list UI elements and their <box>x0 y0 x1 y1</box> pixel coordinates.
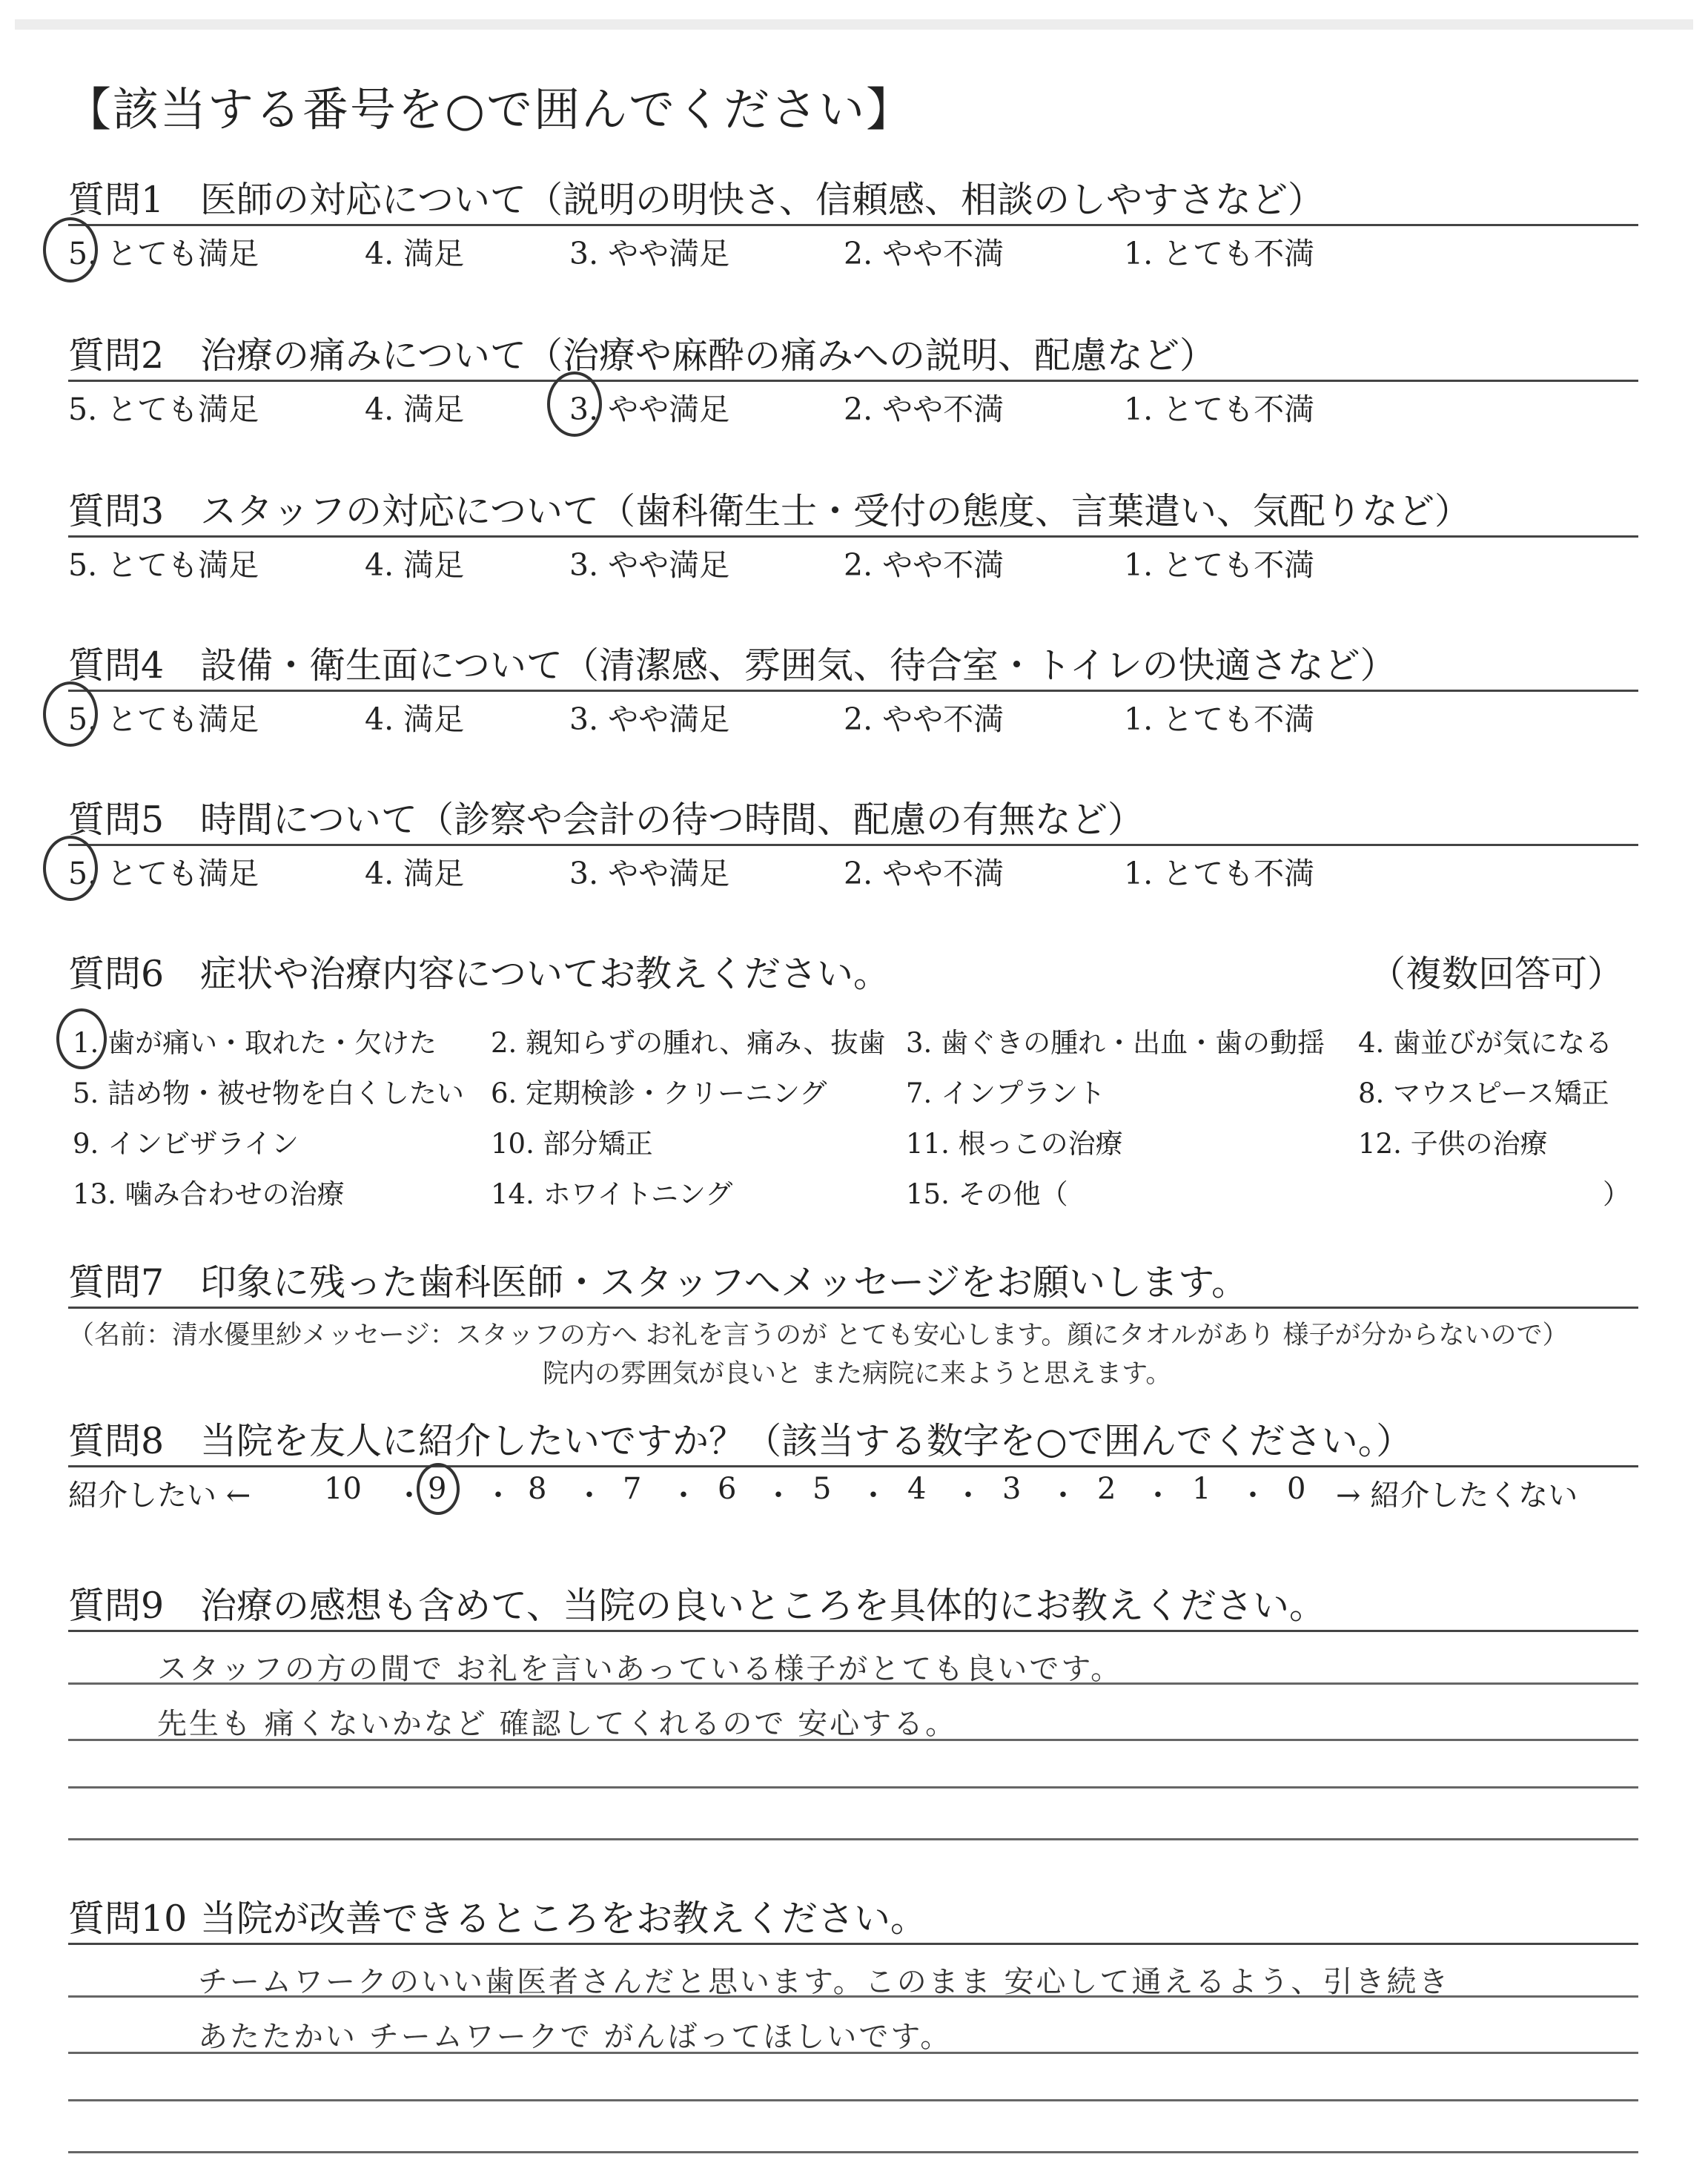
question-number: 質問10 <box>68 1898 188 1940</box>
recommend-scale: 紹介したい ← 10 ・ 9 ・ 8 ・ 7 ・ 6 ・ 5 ・ 4 ・ 3 ・ 2 ・ 1 ・ 0 → 紹介したくない <box>68 1467 1638 1512</box>
scan-top-edge <box>15 19 1693 30</box>
symptom-option-5[interactable]: 5. 詰め物・被せ物を白くしたい <box>73 1077 465 1109</box>
option-1[interactable]: 1. とても不満 <box>1124 856 1315 891</box>
symptom-option-11[interactable]: 11. 根っこの治療 <box>906 1128 1123 1160</box>
option-1[interactable]: 1. とても不満 <box>1124 236 1315 271</box>
scale-right-label: → 紹介したくない <box>1336 1479 1578 1513</box>
option-1[interactable]: 1. とても不満 <box>1124 547 1315 583</box>
message-line-1: （名前：清水優里紗メッセージ：スタッフの方へ お礼を言うのが とても安心します。顔にタオルがあり 様子が分からないので） <box>68 1321 1569 1350</box>
symptom-option-13[interactable]: 13. 噛み合わせの治療 <box>73 1178 345 1210</box>
question-text: 当院が改善できるところをお教えください。 <box>200 1898 927 1940</box>
symptom-option-1[interactable]: 1. 歯が痛い・取れた・欠けた <box>73 1027 437 1059</box>
symptom-option-9[interactable]: 9. インビザライン <box>73 1128 299 1160</box>
improvement-answer <box>68 1945 1638 2160</box>
message-answer <box>68 1309 1638 1390</box>
option-4[interactable]: 4. 満足 <box>365 701 465 737</box>
answer-circle <box>547 371 602 437</box>
scale-3[interactable]: 3 <box>1002 1472 1022 1506</box>
scale-4[interactable]: 4 <box>907 1472 927 1506</box>
symptom-option-15[interactable]: 15. その他（ <box>906 1178 1068 1210</box>
answer-line-2: 先生も 痛くないかなど 確認してくれるので 安心する。 <box>157 1707 958 1741</box>
option-5[interactable]: 5. とても満足 <box>68 701 259 737</box>
question-9 <box>68 1582 1638 1847</box>
rating-options <box>68 538 1638 584</box>
scale-7[interactable]: 7 <box>623 1472 642 1506</box>
question-number: 質問2 <box>68 334 165 377</box>
page-title: 【該当する番号を○で囲んでください】 <box>65 82 914 136</box>
symptom-option-3[interactable]: 3. 歯ぐきの腫れ・出血・歯の動揺 <box>906 1027 1325 1059</box>
question-number: 質問7 <box>68 1261 165 1304</box>
symptom-option-14[interactable]: 14. ホワイトニング <box>491 1178 733 1210</box>
scale-6[interactable]: 6 <box>718 1472 737 1506</box>
scale-1[interactable]: 1 <box>1192 1472 1211 1506</box>
question-number: 質問6 <box>68 953 165 995</box>
question-text: 当院を友人に紹介したいですか？（該当する数字を○で囲んでください。） <box>200 1420 1413 1462</box>
question-number: 質問5 <box>68 799 165 841</box>
answer-circle <box>56 1008 107 1069</box>
option-4[interactable]: 4. 満足 <box>365 236 465 271</box>
other-close-paren: ） <box>1603 1178 1630 1210</box>
question-number: 質問4 <box>68 644 165 687</box>
question-4 <box>68 642 1638 738</box>
question-text: 印象に残った歯科医師・スタッフへメッセージをお願いします。 <box>200 1261 1248 1304</box>
question-number: 質問3 <box>68 490 165 532</box>
option-3[interactable]: 3. やや満足 <box>569 701 730 737</box>
multiple-answer-note: （複数回答可） <box>1368 953 1623 995</box>
question-6 <box>68 951 1638 1210</box>
scale-2[interactable]: 2 <box>1097 1472 1116 1506</box>
answer-circle <box>43 836 98 901</box>
option-2[interactable]: 2. やや不満 <box>844 236 1004 271</box>
question-7 <box>68 1259 1638 1390</box>
scale-left-label: 紹介したい ← <box>68 1479 251 1513</box>
option-4[interactable]: 4. 満足 <box>365 856 465 891</box>
rating-options <box>68 846 1638 892</box>
option-3[interactable]: 3. やや満足 <box>569 392 730 427</box>
question-text: 医師の対応について（説明の明快さ、信頼感、相談のしやすさなど） <box>200 179 1325 221</box>
answer-circle <box>417 1463 460 1515</box>
option-5[interactable]: 5. とても満足 <box>68 547 259 583</box>
option-2[interactable]: 2. やや不満 <box>844 392 1004 427</box>
option-4[interactable]: 4. 満足 <box>365 392 465 427</box>
answer-line-2: あたたかい チームワークで がんばってほしいです。 <box>198 2020 953 2054</box>
rating-options <box>68 226 1638 272</box>
question-8 <box>68 1418 1638 1512</box>
question-3 <box>68 488 1638 584</box>
scale-5[interactable]: 5 <box>812 1472 832 1506</box>
rating-options <box>68 382 1638 428</box>
question-text: 治療の痛みについて（治療や麻酔の痛みへの説明、配慮など） <box>200 334 1217 377</box>
symptom-option-8[interactable]: 8. マウスピース矯正 <box>1358 1077 1609 1109</box>
question-text: スタッフの対応について（歯科衛生士・受付の態度、言葉遣い、気配りなど） <box>200 490 1472 532</box>
scale-9[interactable]: 9 <box>428 1472 447 1506</box>
answer-line-1: チームワークのいい歯医者さんだと思います。このまま 安心して通えるよう、引き続き <box>198 1965 1451 1999</box>
question-text: 症状や治療内容についてお教えください。 <box>200 953 890 995</box>
symptom-option-4[interactable]: 4. 歯並びが気になる <box>1358 1027 1613 1059</box>
symptom-option-12[interactable]: 12. 子供の治療 <box>1358 1128 1548 1160</box>
option-4[interactable]: 4. 満足 <box>365 547 465 583</box>
question-2 <box>68 332 1638 428</box>
symptom-option-2[interactable]: 2. 親知らずの腫れ、痛み、抜歯 <box>491 1027 886 1059</box>
option-1[interactable]: 1. とても不満 <box>1124 701 1315 737</box>
option-3[interactable]: 3. やや満足 <box>569 856 730 891</box>
question-1 <box>68 176 1638 272</box>
option-1[interactable]: 1. とても不満 <box>1124 392 1315 427</box>
question-number: 質問8 <box>68 1420 165 1462</box>
question-text: 時間について（診察や会計の待つ時間、配慮の有無など） <box>200 799 1145 841</box>
question-5 <box>68 796 1638 892</box>
symptom-option-10[interactable]: 10. 部分矯正 <box>491 1128 653 1160</box>
scale-10[interactable]: 10 <box>324 1472 362 1506</box>
question-number: 質問1 <box>68 179 165 221</box>
question-number: 質問9 <box>68 1585 165 1627</box>
option-2[interactable]: 2. やや不満 <box>844 701 1004 737</box>
question-text: 治療の感想も含めて、当院の良いところを具体的にお教えください。 <box>200 1585 1326 1627</box>
symptom-option-6[interactable]: 6. 定期検診・クリーニング <box>491 1077 827 1109</box>
option-2[interactable]: 2. やや不満 <box>844 547 1004 583</box>
rating-options <box>68 692 1638 738</box>
answer-circle <box>43 681 98 747</box>
option-5[interactable]: 5. とても満足 <box>68 392 259 427</box>
symptom-options <box>68 998 1638 1210</box>
message-line-2: 院内の雰囲気が良いと また病院に来ようと思えます。 <box>543 1359 1172 1389</box>
option-5[interactable]: 5. とても満足 <box>68 236 259 271</box>
scale-8[interactable]: 8 <box>528 1472 547 1506</box>
option-3[interactable]: 3. やや満足 <box>569 547 730 583</box>
option-5[interactable]: 5. とても満足 <box>68 856 259 891</box>
option-2[interactable]: 2. やや不満 <box>844 856 1004 891</box>
question-10 <box>68 1895 1638 2160</box>
question-text: 設備・衛生面について（清潔感、雰囲気、待合室・トイレの快適さなど） <box>200 644 1397 687</box>
good-points-answer <box>68 1632 1638 1847</box>
option-3[interactable]: 3. やや満足 <box>569 236 730 271</box>
answer-circle <box>43 217 98 283</box>
symptom-option-7[interactable]: 7. インプラント <box>906 1077 1106 1109</box>
answer-line-1: スタッフの方の間で お礼を言いあっている様子がとても良いです。 <box>157 1652 1123 1686</box>
scale-0[interactable]: 0 <box>1287 1472 1306 1506</box>
